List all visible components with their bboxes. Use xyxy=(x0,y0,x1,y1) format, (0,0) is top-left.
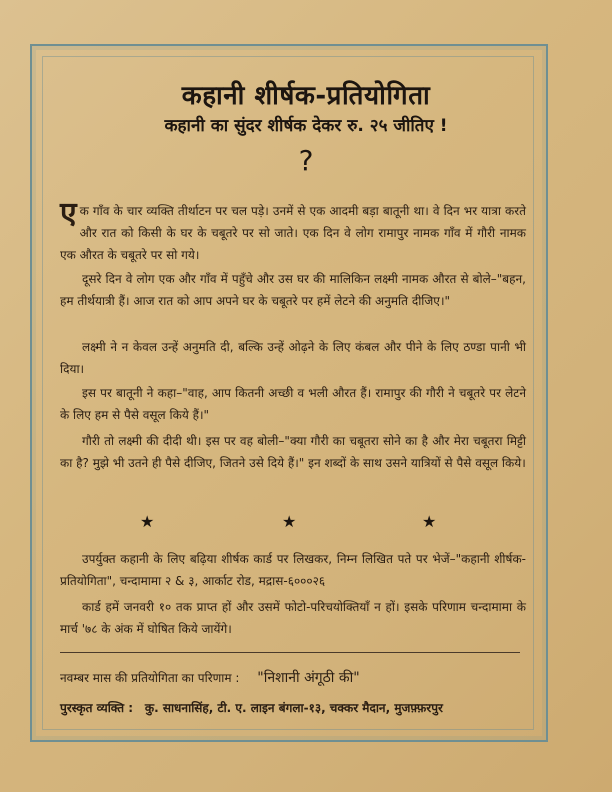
story-paragraph-5: गौरी तो लक्ष्मी की दीदी थी। इस पर वह बोली–"क्या गौरी का चबूतरा सोने का है और मेरा चबूतरा मिट्टी का है? मुझे भी उतने ही पैसे दीजिए, जितने उसे दिये हैं।" इन शब्दों के साथ उसने यात्रियों से पैसे वसूल किये। xyxy=(60,434,526,470)
story-paragraph-3: लक्ष्मी ने न केवल उन्हें अनुमति दी, बल्कि उन्हें ओढ़ने के लिए कंबल और पीने के लिए ठण्डा पानी भी दिया। xyxy=(60,340,526,376)
star-icon: ★ xyxy=(422,512,437,531)
winner-label: पुरस्कृत व्यक्ति : xyxy=(60,701,134,715)
question-mark: ? xyxy=(298,144,314,177)
story-paragraph-1 xyxy=(60,196,526,266)
story-paragraph-2: दूसरे दिन वे लोग एक और गाँव में पहुँचे और उस घर की मालिकिन लक्ष्मी नामक औरत से बोले–"बहन, हम तीर्थयात्री हैं। आज रात को आप अपने घर के चबूतरे पर हमें लेटने की अनुमति दीजिए।" xyxy=(60,272,526,308)
winner-line xyxy=(60,698,526,718)
star-icon: ★ xyxy=(140,512,155,531)
page-title: कहानी शीर्षक-प्रतियोगिता xyxy=(181,81,431,111)
result-line xyxy=(60,668,526,688)
story-paragraph-4: इस पर बातूनी ने कहा–"वाह, आप कितनी अच्छी व भली औरत हैं। रामापुर की गौरी ने चबूतरे पर लेटने के लिए हम से पैसे वसूल किये हैं।" xyxy=(60,386,526,422)
star-divider xyxy=(60,512,526,536)
result-value: "निशानी अंगूठी की" xyxy=(257,670,360,686)
winner-details: कु. साधनासिंह, टी. ए. लाइन बंगला-१३, चक्कर मैदान, मुजफ़्फ़रपुर xyxy=(144,701,443,715)
star-icon: ★ xyxy=(282,512,297,531)
instructions-paragraph-2: कार्ड हमें जनवरी १० तक प्राप्त हों और उसमें फोटो-परिचयोक्तियाँ न हों। इसके परिणाम चन्दामामा के मार्च '७८ के अंक में घोषित किये जायेंगे। xyxy=(60,600,526,636)
page-subtitle: कहानी का सुंदर शीर्षक देकर रु. २५ जीतिए ! xyxy=(164,116,448,136)
story-paragraph-1-text: क गाँव के चार व्यक्ति तीर्थाटन पर चल पड़े। उनमें से एक आदमी बड़ा बातूनी था। वे दिन भर यात्रा करते और रात को किसी के घर के चबूतरे पर सो जाते। एक दिन वे लोग रामापुर नामक गाँव में गौरी नामक एक औरत के चबूतरे पर सो गये। xyxy=(60,204,526,262)
instructions-paragraph-1: उपर्युक्त कहानी के लिए बढ़िया शीर्षक कार्ड पर लिखकर, निम्न लिखित पते पर भेजें–"कहानी शीर्षक-प्रतियोगिता", चन्दामामा २ & ३, आर्काट रोड, मद्रास-६०००२६ xyxy=(60,552,526,588)
section-divider xyxy=(60,652,520,653)
result-label: नवम्बर मास की प्रतियोगिता का परिणाम : xyxy=(60,671,240,685)
drop-cap: ए xyxy=(60,196,77,231)
